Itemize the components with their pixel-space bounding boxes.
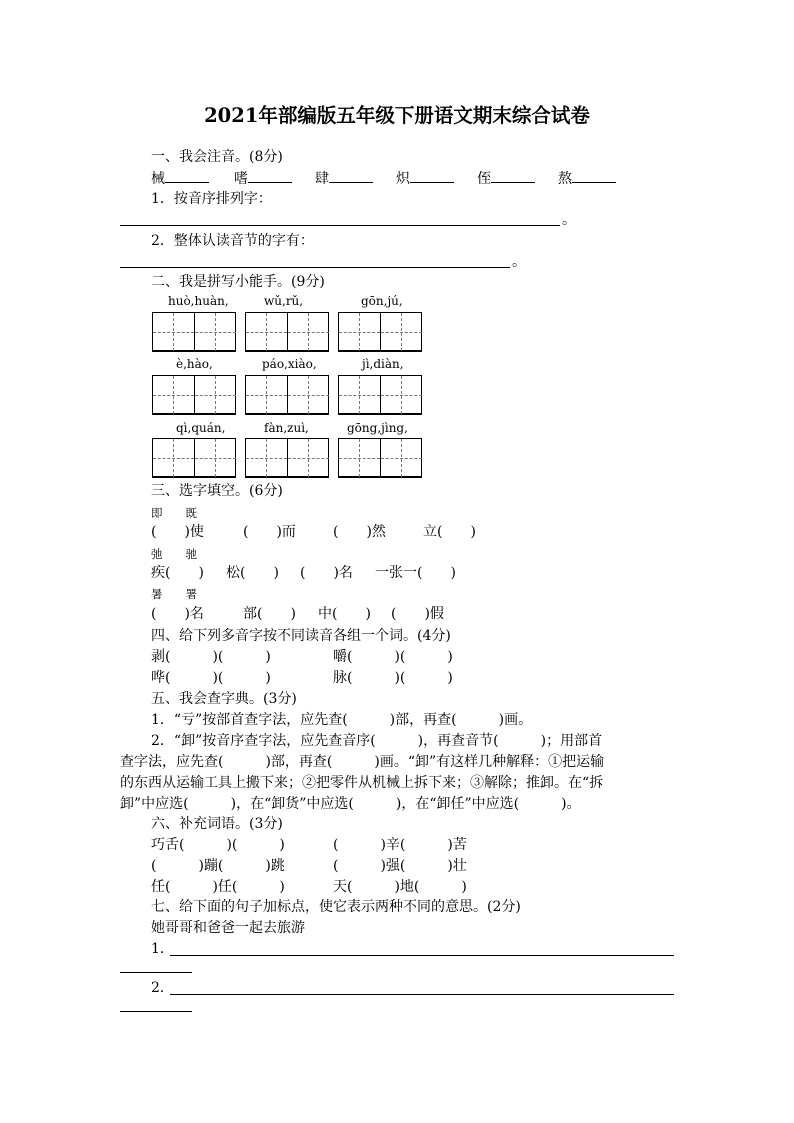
section-7-heading: 七、给下面的句子加标点，使它表示两种不同的意思。(2分)	[151, 899, 521, 915]
fill-item[interactable]: ( )假	[391, 606, 444, 622]
writing-grid[interactable]	[338, 375, 422, 415]
answer-number: 2．	[151, 980, 174, 996]
answer-number: 1．	[151, 941, 174, 957]
fill-item[interactable]: ( )强( )壮	[333, 858, 467, 874]
char-pair: 即 既	[151, 506, 197, 520]
answer-line[interactable]	[120, 972, 192, 973]
pinyin-label: fàn,zuì,	[264, 421, 309, 435]
writing-grid[interactable]	[245, 312, 329, 352]
question-1-1: 1．按音序排列字：	[151, 191, 272, 207]
char-pair: 暑 署	[151, 587, 197, 601]
fill-item[interactable]: ( )名	[300, 565, 353, 581]
fill-item[interactable]: ( )然	[333, 524, 386, 540]
fill-item[interactable]: 天( )地( )	[333, 879, 467, 895]
fill-item[interactable]: 一张一( )	[375, 565, 456, 581]
answer-blank[interactable]	[410, 169, 454, 183]
zhuyin-char: 熬	[558, 171, 572, 187]
zhuyin-char: 械	[151, 171, 165, 187]
fill-item[interactable]: ( )辛( )苦	[333, 837, 467, 853]
pinyin-label: gōn,jú,	[361, 294, 403, 308]
fill-item[interactable]: 疾( )	[151, 565, 204, 581]
pinyin-label: huò,huàn,	[168, 294, 229, 308]
fill-item[interactable]: ( )使	[151, 524, 204, 540]
fill-item[interactable]: 部( )	[243, 606, 296, 622]
dictionary-question[interactable]: 卸”中应选( )，在“卸货”中应选( )，在“卸任”中应选( )。	[120, 796, 581, 812]
fill-item[interactable]: 松( )	[226, 565, 279, 581]
char-pair: 弛 驰	[151, 547, 197, 561]
writing-grid[interactable]	[245, 375, 329, 415]
section-1-heading: 一、我会注音。(8分)	[151, 149, 283, 165]
pinyin-label: gōng,jìng,	[347, 421, 408, 435]
fill-item[interactable]: 剥( )( )	[151, 649, 271, 665]
answer-line[interactable]	[120, 267, 510, 268]
pinyin-label: qì,quán,	[176, 421, 226, 435]
question-1-2: 2．整体认读音节的字有：	[151, 233, 314, 249]
zhuyin-row	[151, 169, 616, 188]
page-title: 2021年部编版五年级下册语文期末综合试卷	[204, 104, 590, 127]
answer-line[interactable]	[170, 994, 674, 995]
fill-item[interactable]: 巧舌( )( )	[151, 837, 285, 853]
pinyin-label: è,hào,	[176, 357, 213, 371]
writing-grid[interactable]	[338, 438, 422, 478]
writing-grid[interactable]	[245, 438, 329, 478]
zhuyin-char: 炽	[396, 171, 410, 187]
dictionary-question: 的东西从运输工具上搬下来；②把零件从机械上拆下来；③解除；推卸。在“拆	[120, 775, 604, 791]
writing-grid[interactable]	[152, 312, 236, 352]
fill-item[interactable]: 中( )	[318, 606, 371, 622]
answer-blank[interactable]	[165, 169, 209, 183]
dictionary-question[interactable]: 2．“卸”按音序查字法，应先查音序( )，再查音节( )；用部首	[151, 733, 603, 749]
section-6-heading: 六、补充词语。(3分)	[151, 816, 283, 832]
fill-item[interactable]: 任( )任( )	[151, 879, 285, 895]
fill-item[interactable]: ( )蹦( )跳	[151, 858, 285, 874]
answer-blank[interactable]	[491, 169, 535, 183]
section-4-heading: 四、给下列多音字按不同读音各组一个词。(4分)	[151, 628, 451, 644]
section-5-heading: 五、我会查字典。(3分)	[151, 691, 297, 707]
zhuyin-char: 侄	[477, 171, 491, 187]
sentence: 她哥哥和爸爸一起去旅游	[151, 920, 305, 936]
section-2-heading: 二、我是拼写小能手。(9分)	[151, 274, 325, 290]
period: 。	[512, 254, 526, 270]
answer-line[interactable]	[170, 955, 674, 956]
writing-grid[interactable]	[152, 375, 236, 415]
period: 。	[562, 212, 576, 228]
fill-item[interactable]: 立( )	[423, 524, 476, 540]
answer-blank[interactable]	[329, 169, 373, 183]
writing-grid[interactable]	[338, 312, 422, 352]
pinyin-label: wǔ,rǔ,	[264, 294, 304, 308]
fill-item[interactable]: ( )而	[243, 524, 296, 540]
dictionary-question[interactable]: 查字法，应先查( )部，再查( )画。“卸”有这样几种解释：①把运输	[120, 754, 605, 770]
pinyin-label: páo,xiào,	[262, 357, 317, 371]
fill-item[interactable]: 哗( )( )	[151, 670, 271, 686]
fill-item[interactable]: 脉( )( )	[333, 670, 453, 686]
answer-line[interactable]	[120, 225, 560, 226]
answer-blank[interactable]	[248, 169, 292, 183]
fill-item[interactable]: 嚼( )( )	[333, 649, 453, 665]
dictionary-question[interactable]: 1．“亏”按部首查字法，应先查( )部，再查( )画。	[151, 712, 533, 728]
fill-item[interactable]: ( )名	[151, 606, 204, 622]
answer-line[interactable]	[120, 1011, 192, 1012]
writing-grid[interactable]	[152, 438, 236, 478]
zhuyin-char: 嗜	[234, 171, 248, 187]
answer-blank[interactable]	[572, 169, 616, 183]
pinyin-label: jì,diàn,	[362, 357, 404, 371]
zhuyin-char: 肆	[315, 171, 329, 187]
section-3-heading: 三、选字填空。(6分)	[151, 483, 283, 499]
